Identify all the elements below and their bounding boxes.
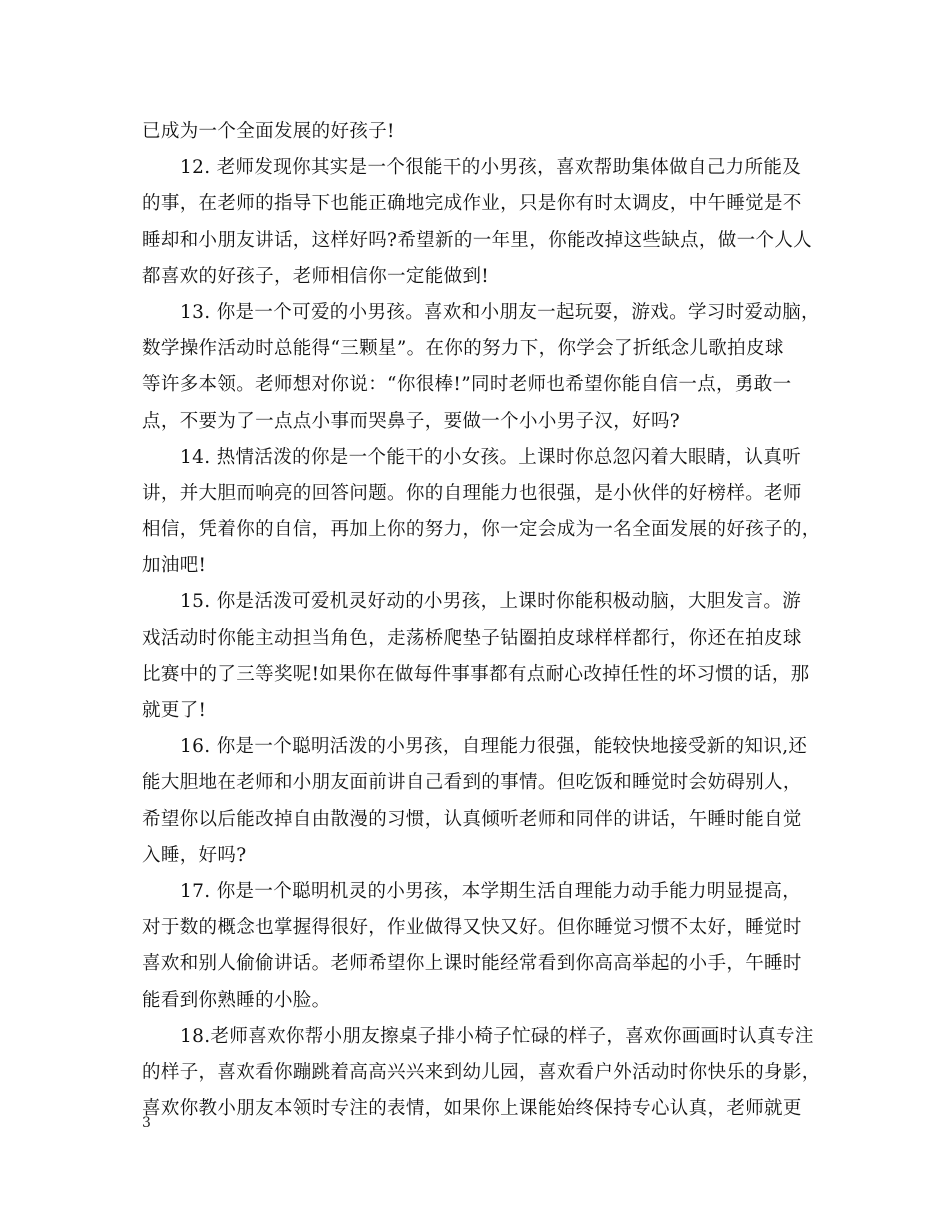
text-line: 12. 老师发现你其实是一个很能干的小男孩，喜欢帮助集体做自己力所能及	[180, 157, 802, 179]
text-line: 13. 你是一个可爱的小男孩。喜欢和小朋友一起玩耍，游戏。学习时爱动脑，	[180, 301, 820, 323]
text-line: 的事，在老师的指导下也能正确地完成作业，只是你有时太调皮，中午睡觉是不	[142, 193, 802, 215]
text-line: 15. 你是活泼可爱机灵好动的小男孩，上课时你能积极动脑，大胆发言。游	[180, 591, 802, 613]
page-number: 3	[142, 1115, 151, 1131]
text-line: 等许多本领。老师想对你说：“你很棒!”同时老师也希望你能自信一点，勇敢一	[142, 374, 792, 396]
text-line: 相信，凭着你的自信，再加上你的努力，你一定会成为一名全面发展的好孩子的，	[142, 519, 821, 541]
text-line: 对于数的概念也掌握得很好，作业做得又快又好。但你睡觉习惯不太好，睡觉时	[142, 917, 802, 939]
text-line: 点，不要为了一点点小事而哭鼻子，要做一个小小男子汉，好吗?	[142, 410, 681, 432]
text-line: 已成为一个全面发展的好孩子!	[142, 121, 395, 142]
text-line: 喜欢你教小朋友本领时专注的表情，如果你上课能始终保持专心认真，老师就更	[142, 1098, 802, 1120]
text-line: 14. 热情活泼的你是一个能干的小女孩。上课时你总忽闪着大眼睛，认真听	[180, 446, 802, 468]
text-line: 都喜欢的好孩子，老师相信你一定能做到!	[142, 265, 490, 287]
text-line: 讲，并大胆而响亮的回答问题。你的自理能力也很强，是小伙伴的好榜样。老师	[142, 482, 802, 504]
text-line: 希望你以后能改掉自由散漫的习惯，认真倾听老师和同伴的讲话，午睡时能自觉	[142, 808, 802, 830]
text-line: 比赛中的了三等奖呢!如果你在做每件事事都有点耐心改掉任性的坏习惯的话，那	[142, 663, 810, 685]
text-line: 18.老师喜欢你帮小朋友擦桌子排小椅子忙碌的样子，喜欢你画画时认真专注	[180, 1025, 814, 1047]
text-line: 睡却和小朋友讲话，这样好吗?希望新的一年里，你能改掉这些缺点，做一个人人	[142, 229, 813, 251]
text-line: 戏活动时你能主动担当角色，走荡桥爬垫子钻圈拍皮球样样都行，你还在拍皮球	[142, 627, 802, 649]
text-line: 数学操作活动时总能得“三颗星”。在你的努力下，你学会了折纸念儿歌拍皮球	[142, 338, 784, 360]
text-line: 17. 你是一个聪明机灵的小男孩，本学期生活自理能力动手能力明显提高，	[180, 880, 802, 902]
text-line: 加油吧!	[142, 555, 207, 577]
text-line: 能大胆地在老师和小朋友面前讲自己看到的事情。但吃饭和睡觉时会妨碍别人，	[142, 772, 802, 794]
document-body	[142, 114, 821, 1127]
text-line: 能看到你熟睡的小脸。	[142, 989, 331, 1011]
text-line: 入睡，好吗?	[142, 844, 247, 866]
text-line: 就更了!	[142, 700, 207, 721]
text-line: 喜欢和别人偷偷讲话。老师希望你上课时能经常看到你高高举起的小手，午睡时	[142, 953, 802, 975]
text-line: 的样子，喜欢看你蹦跳着高高兴兴来到幼儿园，喜欢看户外活动时你快乐的身影，	[142, 1061, 821, 1083]
text-line: 16. 你是一个聪明活泼的小男孩，自理能力很强，能较快地接受新的知识,还	[180, 736, 808, 758]
